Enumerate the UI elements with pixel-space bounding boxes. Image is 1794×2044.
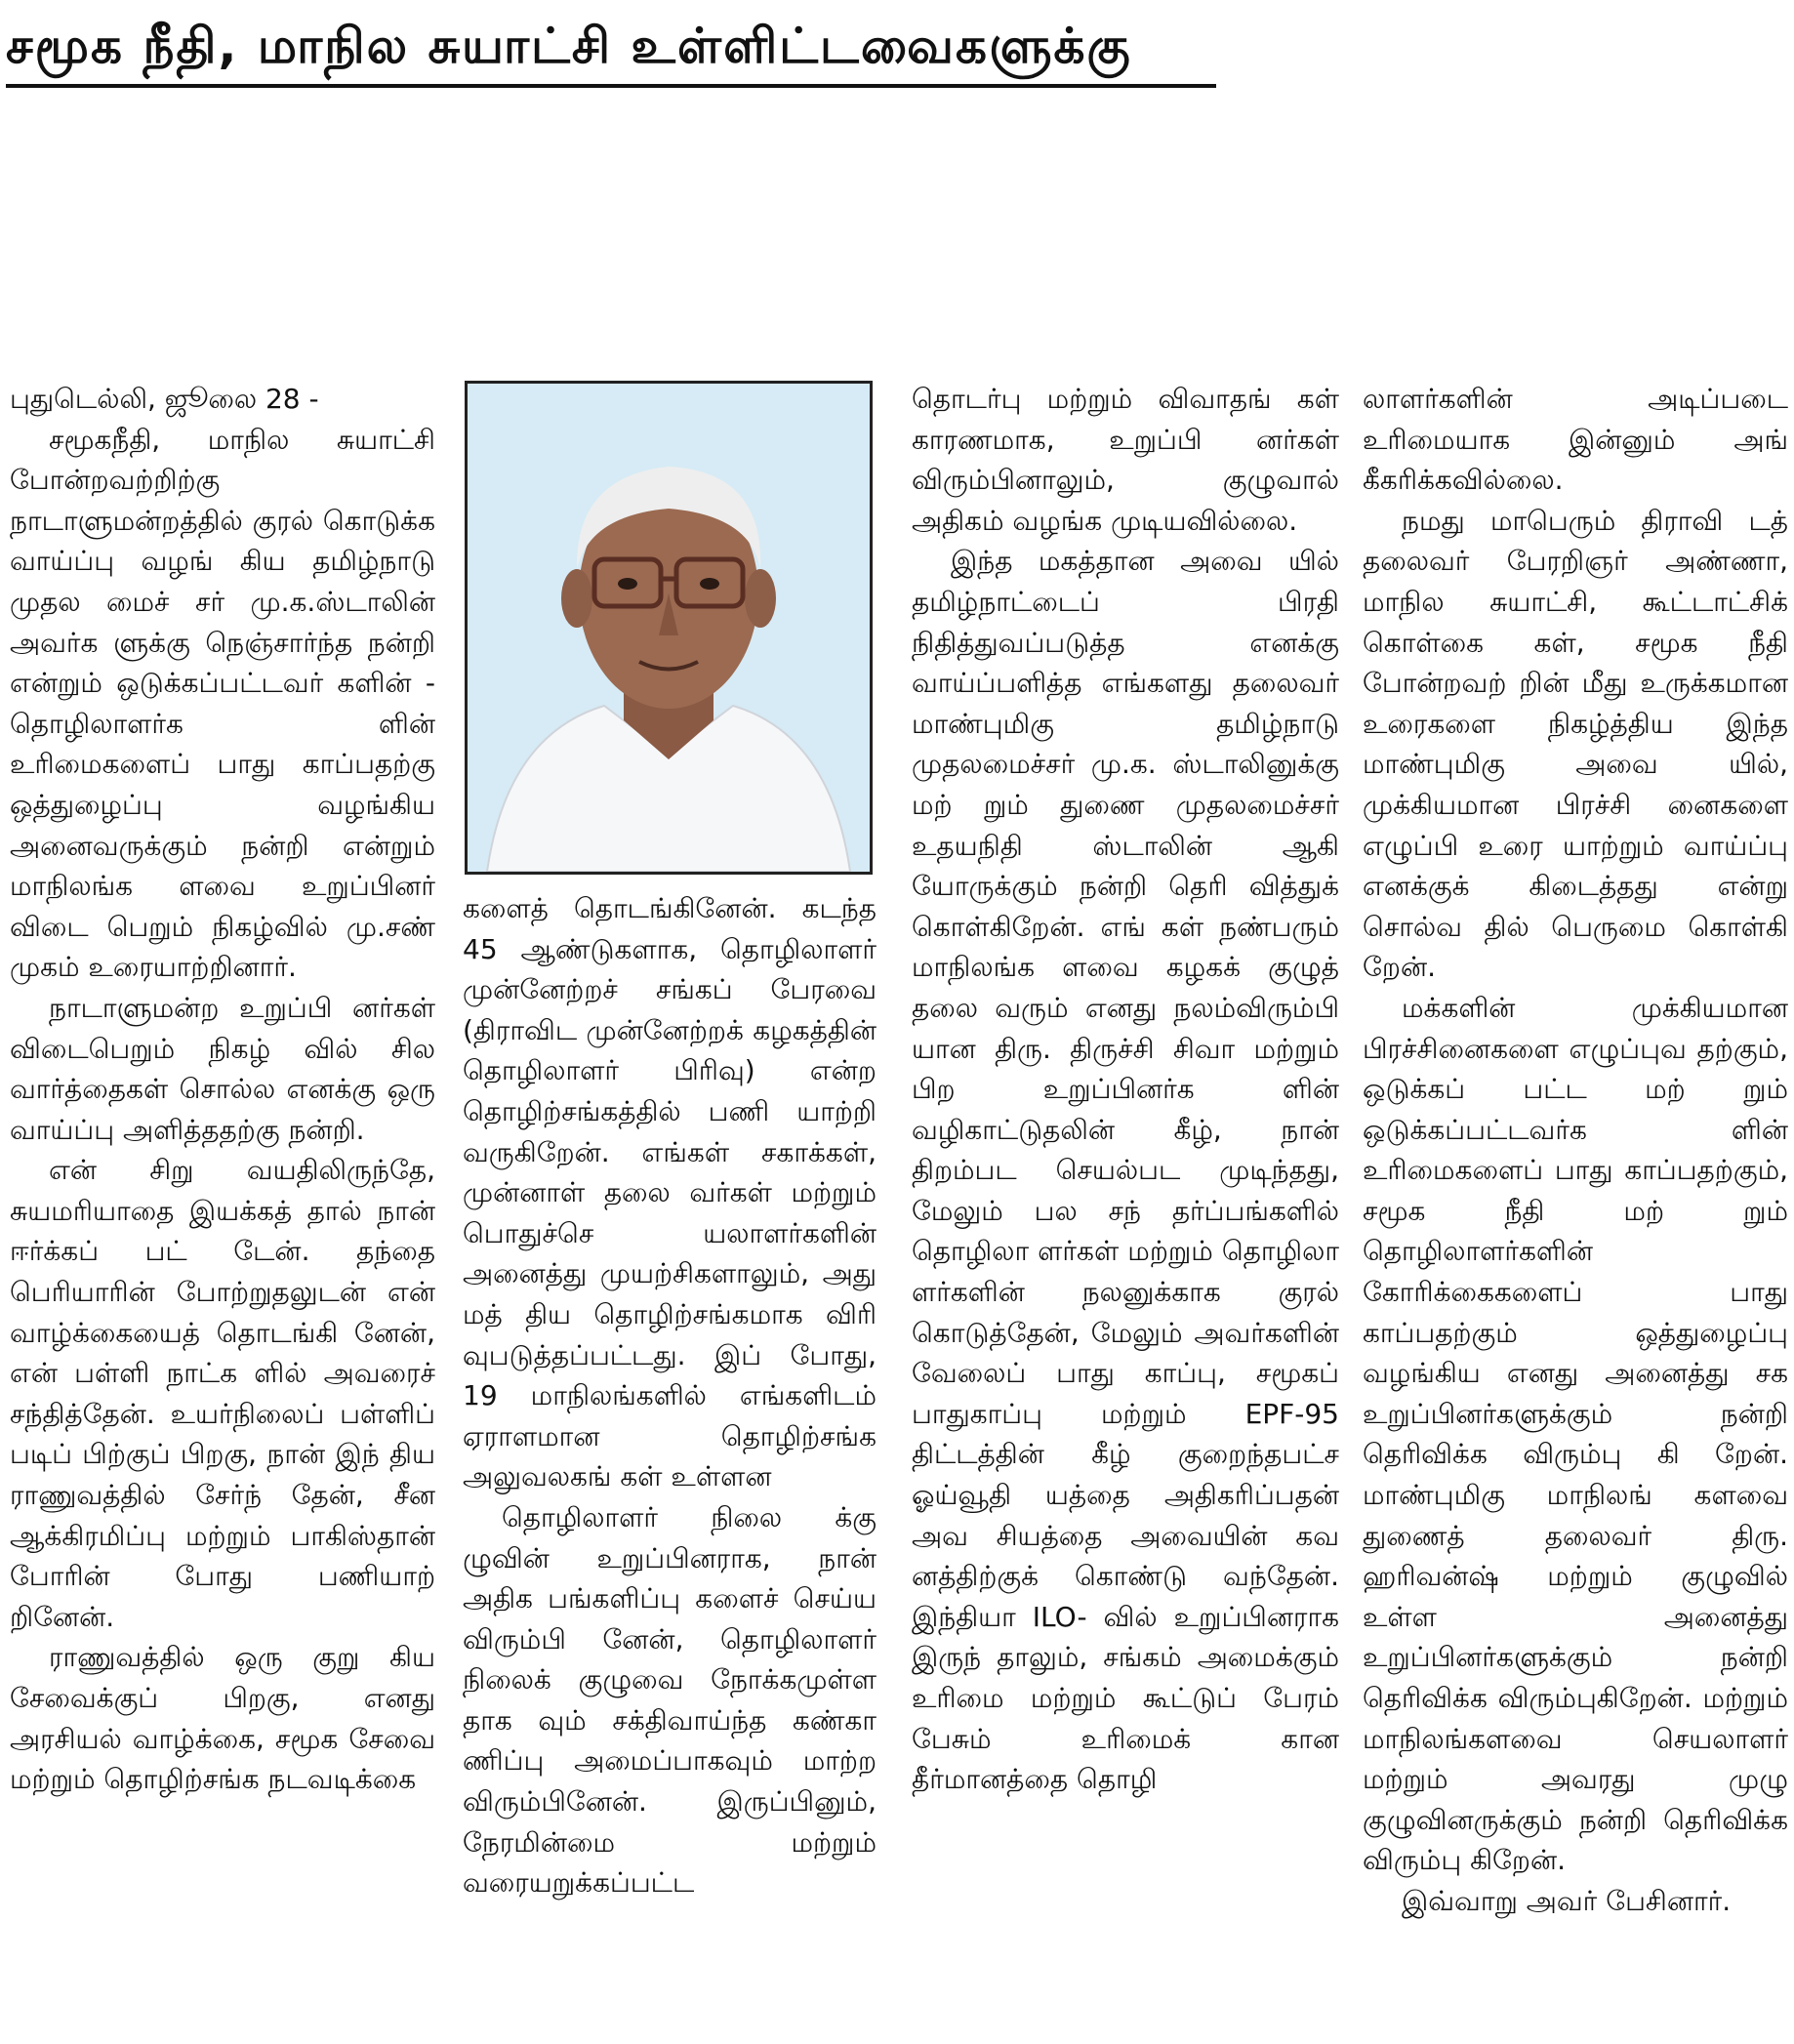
- paragraph: என் சிறு வயதிலிருந்தே, சுயமரியாதை இயக்கத் தால் நான் ஈர்க்கப் பட் டேன். தந்தை பெரியாரின் போற்றுதலுடன் என் வாழ்க்கையைத் தொடங்கி னேன், என் பள்ளி நாட்க ளில் அவரைச் சந்தித்தேன். உயர்நிலைப் பள்ளிப் படிப் பிற்குப் பிறகு, நான் இந் திய ராணுவத்தில் சேர்ந் தேன், சீன ஆக்கிரமிப்பு மற்றும் பாகிஸ்தான் போரின் போது பணியாற் றினேன்.: [10, 1154, 435, 1633]
- paragraph: தொடர்பு மற்றும் விவாதங் கள் காரணமாக, உறுப்பி னர்கள் விரும்பினாலும், குழுவால் அதிகம் வழங்க முடியவில்லை.: [912, 383, 1339, 537]
- portrait-of-elderly-man-icon: [468, 384, 870, 872]
- paragraph: களைத் தொடங்கினேன். கடந்த 45 ஆண்டுகளாக, தொழிலாளர் முன்னேற்றச் சங்கப் பேரவை (திராவிட முன்னேற்றக் கழகத்தின் தொழிலாளர் பிரிவு) என்ற தொழிற்சங்கத்தில் பணி யாற்றி வருகிறேன். எங்கள் சகாக்கள், முன்னாள் தலை வர்கள் மற்றும் பொதுச்செ யலாளர்களின் அனைத்து முயற்சிகளாலும், அது மத் திய தொழிற்சங்கமாக விரி வுபடுத்தப்பட்டது. இப் போது, 19 மாநிலங்களில் எங்களிடம் ஏராளமான தொழிற்சங்க அலுவலகங் கள் உள்ளன: [463, 892, 877, 1493]
- paragraph: நமது மாபெரும் திராவி டத் தலைவர் பேரறிஞர் அண்ணா, மாநில சுயாட்சி, கூட்டாட்சிக் கொள்கை கள், சமூக நீதி போன்றவற் றின் மீது உருக்கமான உரைகளை நிகழ்த்திய இந்த மாண்புமிகு அவை யில், முக்கியமான பிரச்சி னைகளை எழுப்பி உரை யாற்றும் வாய்ப்பு எனக்குக் கிடைத்தது என்று சொல்வ தில் பெருமை கொள்கி றேன்.: [1363, 504, 1788, 984]
- article-column-3: [912, 379, 1339, 1800]
- paragraph: இந்த மகத்தான அவை யில் தமிழ்நாட்டைப் பிரதி நிதித்துவப்படுத்த எனக்கு வாய்ப்பளித்த எங்களது தலைவர் மாண்புமிகு தமிழ்நாடு முதலமைச்சர் மு.க. ஸ்டாலினுக்கு மற் றும் துணை முதலமைச்சர் உதயநிதி ஸ்டாலின் ஆகி யோருக்கும் நன்றி தெரி வித்துக் கொள்கிறேன். எங் கள் நண்பரும் மாநிலங்க ளவை கழகக் குழுத் தலை வரும் எனது நலம்விரும்பி யான திரு. திருச்சி சிவா மற்றும் பிற உறுப்பினர்க ளின் வழிகாட்டுதலின் கீழ், நான் திறம்பட செயல்பட முடிந்தது, மேலும் பல சந் தர்ப்பங்களில் தொழிலா ளர்கள் மற்றும் தொழிலா ளர்களின் நலனுக்காக குரல் கொடுத்தேன், மேலும் அவர்களின் வேலைப் பாது காப்பு, சமூகப் பாதுகாப்பு மற்றும் EPF-95 திட்டத்தின் கீழ் குறைந்தபட்ச ஓய்வூதி யத்தை அதிகரிப்பதன் அவ சியத்தை அவையின் கவ னத்திற்குக் கொண்டு வந்தேன். இந்தியா ILO- வில் உறுப்பினராக இருந் தாலும், சங்கம் அமைக்கும் உரிமை மற்றும் கூட்டுப் பேரம் பேசும் உரிமைக் கான தீர்மானத்தை தொழி: [912, 545, 1339, 1796]
- paragraph: லாளர்களின் அடிப்படை உரிமையாக இன்னும் அங் கீகரிக்கவில்லை.: [1363, 383, 1788, 497]
- kicker-line: சமூக நீதி, மாநில சுயாட்சி உள்ளிட்டவைகளுக்கு: [6, 8, 1216, 88]
- paragraph: நாடாளுமன்ற உறுப்பி னர்கள் விடைபெறும் நிகழ் வில் சில வார்த்தைகள் சொல்ல எனக்கு ஒரு வாய்ப்பு அளித்ததற்கு நன்றி.: [10, 991, 435, 1146]
- paragraph: ராணுவத்தில் ஒரு குறு கிய சேவைக்குப் பிறகு, எனது அரசியல் வாழ்க்கை, சமூக சேவை மற்றும் தொழிற்சங்க நடவடிக்கை: [10, 1641, 435, 1796]
- paragraph: இவ்வாறு அவர் பேசினார்.: [1402, 1884, 1732, 1917]
- article-column-4: [1363, 379, 1788, 1922]
- headline: [0, 105, 1794, 262]
- article-column-1: [10, 379, 435, 1800]
- paragraph: சமூகநீதி, மாநில சுயாட்சி போன்றவற்றிற்கு நாடாளுமன்றத்தில் குரல் கொடுக்க வாய்ப்பு வழங் கிய தமிழ்நாடு முதல மைச் சர் மு.க.ஸ்டாலின் அவர்க ளுக்கு நெஞ்சார்ந்த நன்றி என்றும் ஒடுக்கப்பட்டவர் களின் - தொழிலாளர்க ளின் உரிமைகளைப் பாது காப்பதற்கு ஒத்துழைப்பு வழங்கிய அனைவருக்கும் நன்றி என்றும் மாநிலங்க ளவை உறுப்பினர் விடை பெறும் நிகழ்வில் மு.சண் முகம் உரையாற்றினார்.: [10, 423, 435, 984]
- dateline: புதுடெல்லி, ஜூலை 28 -: [10, 383, 319, 415]
- subheadline: [0, 285, 1794, 373]
- paragraph: தொழிலாளர் நிலை க்கு ழுவின் உறுப்பினராக, நான் அதிக பங்களிப்பு களைச் செய்ய விரும்பி னேன், தொழிலாளர் நிலைக் குழுவை நோக்கமுள்ள தாக வும் சக்திவாய்ந்த கண்கா ணிப்பு அமைப்பாகவும் மாற்ற விரும்பினேன். இருப்பினும், நேரமின்மை மற்றும் வரையறுக்கப்பட்ட: [463, 1500, 877, 1900]
- article-column-2: [463, 888, 877, 1903]
- paragraph: மக்களின் முக்கியமான பிரச்சினைகளை எழுப்புவ தற்கும், ஒடுக்கப் பட்ட மற் றும் ஒடுக்கப்பட்டவர்க ளின் உரிமைகளைப் பாது காப்பதற்கும், சமூக நீதி மற் றும் தொழிலாளர்களின் கோரிக்கைகளைப் பாது காப்பதற்கும் ஒத்துழைப்பு வழங்கிய எனது அனைத்து சக உறுப்பினர்களுக்கும் நன்றி தெரிவிக்க விரும்பு கி றேன். மாண்புமிகு மாநிலங் களவை துணைத் தலைவர் திரு. ஹரிவன்ஷ் மற்றும் குழுவில் உள்ள அனைத்து உறுப்பினர்களுக்கும் நன்றி தெரிவிக்க விரும்புகிறேன். மற்றும் மாநிலங்களவை செயலாளர் மற்றும் அவரது முழு குழுவினருக்கும் நன்றி தெரிவிக்க விரும்பு கிறேன்.: [1363, 991, 1788, 1877]
- portrait-photo: [465, 381, 873, 875]
